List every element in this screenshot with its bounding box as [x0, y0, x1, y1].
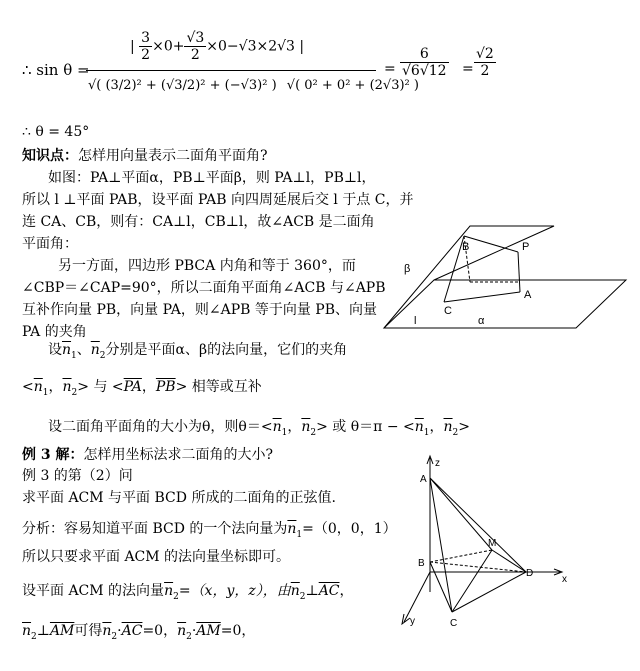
denominator-right: √( 0² + 0² + (2√3)² ): [286, 78, 419, 93]
tetrahedron-figure: [392, 452, 582, 642]
example-line-5: 设平面 ACM 的法向量$\overline{n}_2=(x$，y，z），由$\overline{n}_2\perp\overline{AC}$，: [22, 583, 354, 602]
knowledge-line-3: 连 CA、CB，则有：CA⊥l，CB⊥l，故∠ACB 是二面角: [22, 214, 375, 230]
knowledge-line-4: 平面角：: [22, 236, 78, 252]
knowledge-line-1: 如图：PA⊥平面α，PB⊥平面β，则 PA⊥l，PB⊥l，: [48, 170, 376, 186]
fig2-label-D: D: [526, 568, 534, 579]
fig2-label-M: M: [488, 538, 497, 549]
knowledge-heading: 知识点：怎样用向量表示二面角平面角?: [22, 148, 268, 164]
fig2-label-B: B: [418, 558, 425, 569]
example-heading: 例 3 解：怎样用坐标法求二面角的大小?: [22, 447, 274, 463]
example-line-3: 分析：容易知道平面 BCD 的一个法向量为$\overline{n}_1=(0$，0，1）: [22, 521, 397, 540]
knowledge-line-2: 所以 l ⊥平面 PAB，设平面 PAB 向四周延展后交 l 于点 C，并: [22, 192, 414, 208]
example-line-4: 所以只要求平面 ACM 的法向量坐标即可。: [22, 549, 291, 565]
middle-fraction: $\frac{6}{√6√12}$: [402, 46, 447, 79]
theta-definition-line: 设二面角平面角的大小为θ，则$\theta=<\overline{n}_1$，$\overline{n}_2>$ 或 $\theta=\pi - <\overline{n}_1$，$\overline{n}_2>$: [48, 419, 471, 438]
equals-1: =: [384, 61, 396, 77]
knowledge-line-6: ∠CBP＝∠CAP=90°，所以二面角平面角∠ACB 与∠APB: [22, 280, 386, 296]
fig2-label-x: x: [562, 574, 567, 585]
main-numerator: | $\frac{3}{2}$ ×0+ $\frac{√3}{2}$ ×0−√3×2√3 |: [130, 30, 305, 63]
knowledge-line-5: 另一方面，四边形 PBCA 内角和等于 360°，而: [58, 258, 356, 274]
fig1-label-l: l: [414, 315, 417, 327]
knowledge-line-8: PA 的夹角: [22, 324, 87, 340]
example-line-2: 求平面 ACM 与平面 BCD 所成的二面角的正弦值.: [22, 490, 336, 506]
equals-2: =: [462, 61, 474, 77]
example-line-6: $\overline{n}_2\perp\overline{AM}$可得$\overline{n}_2\cdot\overline{AC}=0$，$\overline{n}_2\cdot\overline{AM}=0$，: [22, 623, 256, 642]
dihedral-figure: [378, 222, 628, 334]
angle-relation-line: $<\overline{n}_1$，$\overline{n}_2>$ 与 $<\overline{PA}$，$\overline{PB}>$ 相等或互补: [22, 379, 262, 398]
theta-result: ∴ θ = 45°: [22, 124, 90, 140]
main-denominator: [88, 78, 419, 93]
fig2-label-C: C: [450, 618, 458, 629]
result-fraction: $\frac{√2}{2}$: [476, 46, 494, 79]
main-fraction-bar: [86, 70, 376, 71]
sin-formula: [22, 24, 492, 114]
fig1-label-C: C: [444, 305, 452, 317]
fig2-label-A: A: [420, 474, 427, 485]
normal-vectors-line: 设$\overline{n}_1$、$\overline{n}_2$分别是平面α、β的法向量，它们的夹角: [48, 342, 348, 361]
fig1-label-beta: β: [404, 263, 411, 275]
fig1-label-B: B: [462, 241, 470, 253]
formula-lhs: ∴ sin θ =: [22, 61, 90, 79]
fig2-label-y: y: [410, 616, 415, 627]
fig1-label-P: P: [522, 241, 530, 253]
example-line-1: 例 3 的第（2）问: [22, 468, 133, 484]
fig1-label-alpha: α: [478, 315, 485, 327]
fig2-label-z: z: [435, 458, 440, 469]
knowledge-line-7: 互补作向量 PB，向量 PA，则∠APB 等于向量 PB、向量: [22, 302, 378, 318]
denominator-left: √( (3/2)² + (√3/2)² + (−√3)² ): [88, 78, 277, 93]
fig1-label-A: A: [524, 289, 532, 301]
